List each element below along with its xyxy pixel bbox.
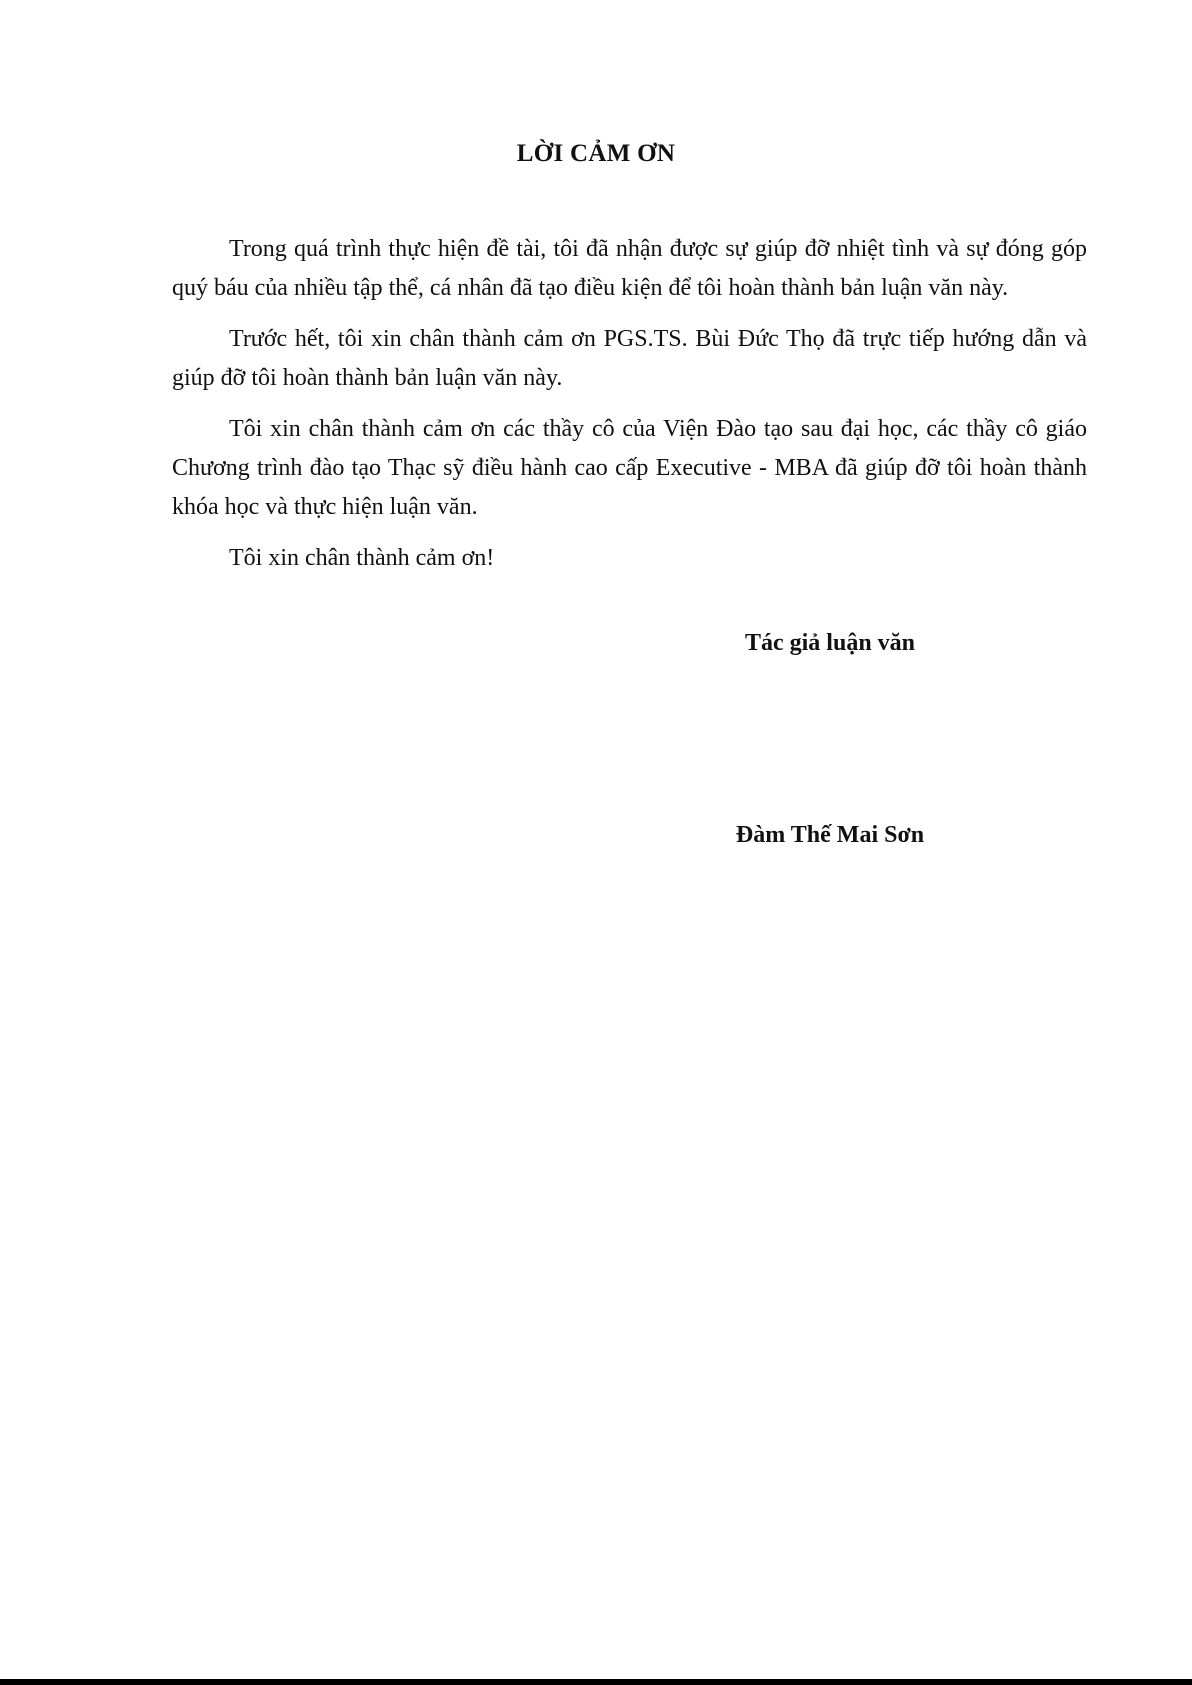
page-title: LỜI CẢM ƠN [516, 140, 676, 167]
paragraph-3: Tôi xin chân thành cảm ơn các thầy cô của Viện Đào tạo sau đại học, các thầy cô giáo Chương trình đào tạo Thạc sỹ điều hành cao cấp Executive - MBA đã giúp đỡ tôi hoàn thành khóa học và thực hiện luận văn. [172, 416, 1087, 520]
acknowledgement-body [172, 230, 1087, 590]
signature-name: Đàm Thế Mai Sơn [735, 822, 925, 848]
paragraph-4: Tôi xin chân thành cảm ơn! [229, 545, 495, 571]
bottom-border [0, 1679, 1192, 1685]
signature-role: Tác giả luận văn [744, 630, 916, 656]
paragraph-1: Trong quá trình thực hiện đề tài, tôi đã nhận được sự giúp đỡ nhiệt tình và sự đóng góp quý báu của nhiều tập thể, cá nhân đã tạo điều kiện để tôi hoàn thành bản luận văn này. [172, 236, 1087, 301]
paragraph-2: Trước hết, tôi xin chân thành cảm ơn PGS.TS. Bùi Đức Thọ đã trực tiếp hướng dẫn và giúp đỡ tôi hoàn thành bản luận văn này. [172, 326, 1087, 391]
